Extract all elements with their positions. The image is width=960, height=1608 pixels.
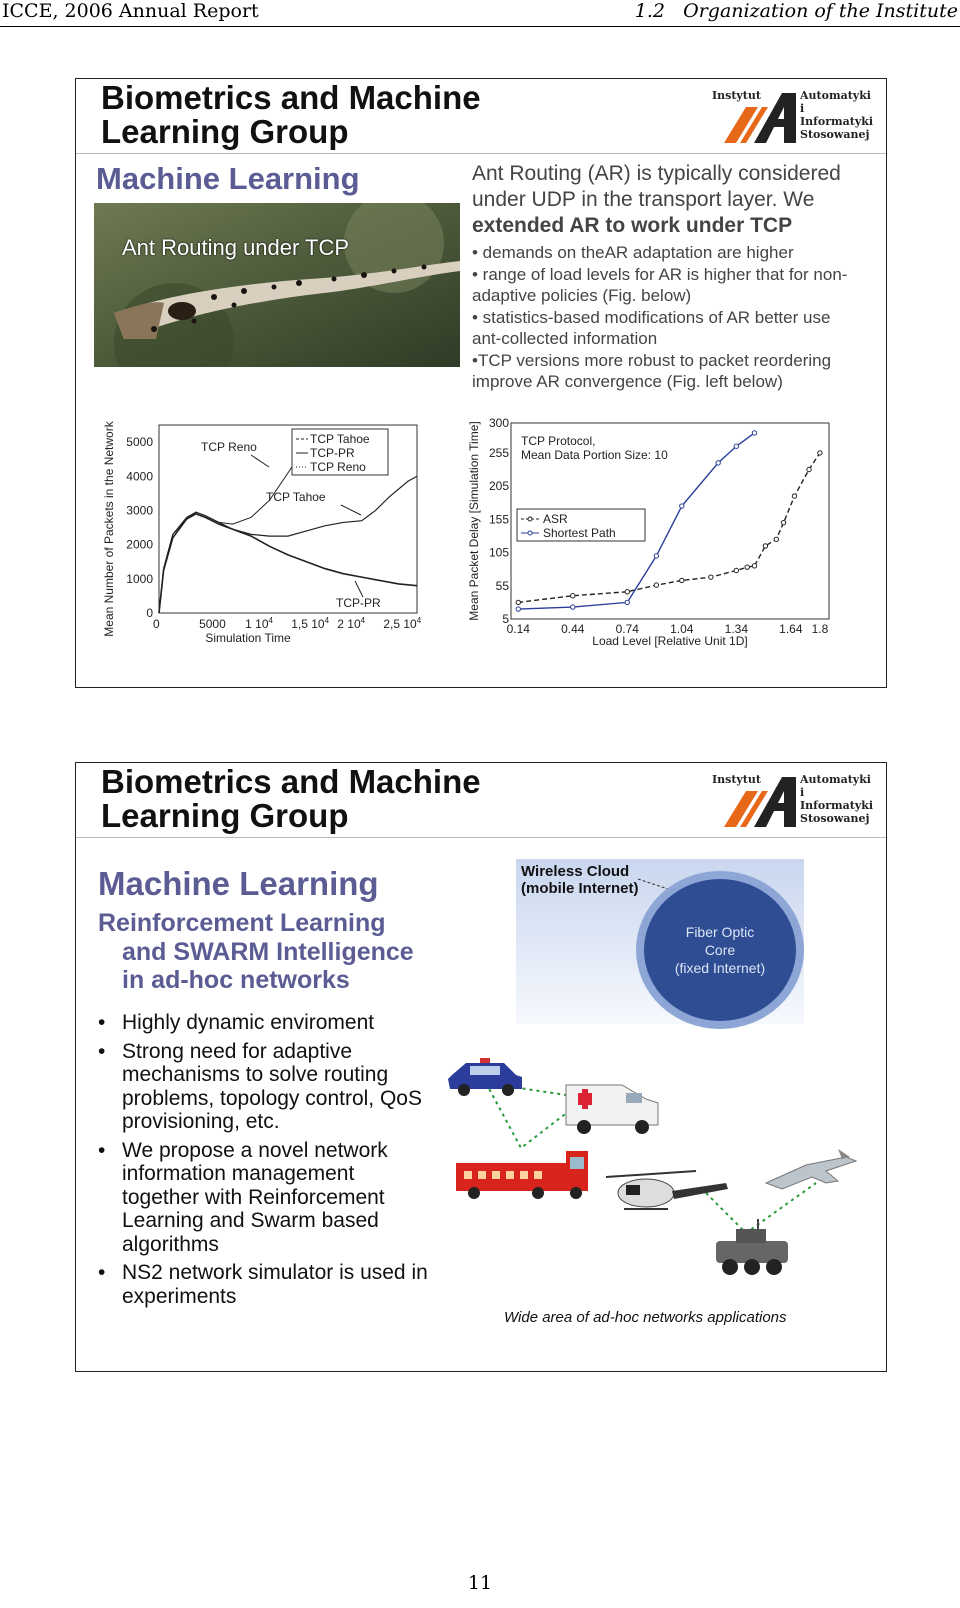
legend-entry: TCP Tahoe: [310, 432, 370, 446]
fiber-core-circle: [644, 879, 796, 1021]
bullet-line: • We propose a novel network: [122, 1138, 388, 1162]
y-tick-label: 105: [488, 545, 509, 560]
subheading-line1: Reinforcement Learning: [98, 909, 386, 937]
slide-heading: Machine Learning: [98, 865, 379, 902]
data-point: [792, 494, 796, 498]
data-point: [807, 467, 811, 471]
bullet-item: [98, 1011, 448, 1035]
photo-image: [94, 203, 460, 367]
slide-ant-routing: [75, 78, 887, 688]
intro-line1: Ant Routing (AR) is typically considered: [472, 162, 841, 185]
vehicles-illustration: [446, 1053, 866, 1303]
bullet-line: •TCP versions more robust to packet reordering: [472, 350, 832, 370]
data-point: [763, 544, 767, 548]
bullet-line: adaptive policies (Fig. below): [472, 286, 692, 305]
legend-marker: [528, 517, 532, 521]
section-name: Organization of the Institute: [683, 0, 958, 22]
bullet-line: provisioning, etc.: [122, 1110, 280, 1133]
y-axis-label: Mean Number of Packets in the Network: [102, 421, 116, 637]
title-divider: [76, 837, 886, 838]
bullet-item: [98, 1139, 448, 1257]
bullet-line: • statistics-based modifications of AR better use: [472, 307, 831, 327]
slide2-bullet-list: [98, 1011, 448, 1313]
logo-text-informatyki: i Informatyki: [800, 786, 874, 812]
data-point: [654, 583, 658, 587]
x-axis-label: Simulation Time: [205, 631, 291, 645]
bullet-line: • Highly dynamic enviroment: [122, 1011, 375, 1034]
title-divider: [76, 153, 886, 154]
data-point: [734, 568, 738, 572]
legend-marker: [528, 531, 532, 535]
intro-bold-line: extended AR to work under TCP: [472, 214, 793, 237]
data-point: [571, 594, 575, 598]
bullet-line: • Strong need for adaptive: [122, 1039, 352, 1063]
legend-entry: ASR: [543, 512, 568, 526]
police-car-icon: [448, 1058, 522, 1096]
data-point: [781, 520, 785, 524]
slide-title-line2: Learning Group: [101, 797, 349, 834]
bullet-line: ant-collected information: [472, 329, 658, 348]
slide-heading: Machine Learning: [96, 161, 360, 196]
data-point: [752, 431, 756, 435]
slide-title-line1: Biometrics and Machine: [101, 763, 481, 800]
bullet-item: [472, 350, 877, 393]
legend-entry: TCP Reno: [310, 460, 366, 474]
annotation-tcp-tahoe: TCP Tahoe: [266, 490, 326, 504]
y-tick-label: 4000: [126, 469, 153, 484]
x-tick-label: 0.44: [561, 622, 585, 636]
bullet-line: experiments: [122, 1284, 237, 1308]
bullet-line: together with Reinforcement: [122, 1185, 385, 1209]
y-tick-label: 205: [488, 479, 509, 494]
bullet-line: • range of load levels for AR is higher that for non-: [472, 264, 848, 284]
legend-entry: TCP-PR: [310, 446, 355, 460]
data-point: [680, 504, 684, 508]
subheading-line3: in ad-hoc networks: [122, 966, 350, 994]
intro-line2: under UDP in the transport layer. We: [472, 188, 815, 211]
slide-reinforcement-learning: [75, 762, 887, 1372]
cloud-label-line2: (mobile Internet): [521, 880, 639, 897]
y-tick-label: 2000: [126, 537, 153, 552]
bullet-line: • NS2 network simulator is used in: [122, 1261, 428, 1284]
bullet-item: [472, 242, 877, 264]
bullet-line: problems, topology control, QoS: [122, 1086, 422, 1110]
data-point: [625, 590, 629, 594]
x-tick-label: 1.34: [724, 622, 749, 636]
bullet-line: Learning and Swarm based: [122, 1209, 379, 1232]
y-axis-label: Mean Packet Delay [Simulation Time]: [467, 421, 481, 621]
core-label: [644, 923, 796, 977]
page-header: [0, 0, 960, 27]
logo-mark-icon: [724, 89, 800, 145]
cloud-label: [521, 863, 639, 897]
slide-title: [101, 765, 481, 833]
diagram-caption: Wide area of ad-hoc networks applications: [504, 1309, 787, 1326]
data-point: [734, 444, 738, 448]
logo-text-automatyki: Automatyki: [800, 89, 871, 102]
logo-text-stosowanej: Stosowanej: [800, 128, 870, 141]
logo-text-block: [800, 89, 878, 141]
core-label-line3: (fixed Internet): [674, 960, 766, 976]
data-point: [680, 578, 684, 582]
slide-title: [101, 81, 481, 149]
slide1-bullet-list: [472, 242, 877, 393]
x-tick-label: 2 $10^4$: [337, 616, 366, 631]
bullet-item: [98, 1261, 448, 1308]
data-point: [745, 565, 749, 569]
logo-text-block: [800, 773, 878, 825]
core-ring: [636, 871, 804, 1029]
data-point: [571, 605, 575, 609]
section-number: 1.2: [634, 0, 666, 22]
data-point: [625, 600, 629, 604]
x-tick-label: 1,5 $10^4$: [291, 616, 330, 631]
slide-title-line1: Biometrics and Machine: [101, 79, 481, 116]
bullet-item: [472, 307, 877, 350]
data-point: [709, 575, 713, 579]
wireless-cloud-diagram: [516, 859, 804, 1024]
x-tick-label: 2,5 $10^4$: [383, 616, 422, 631]
ambulance-icon: [566, 1085, 658, 1134]
bullet-line: information management: [122, 1162, 355, 1185]
x-tick-exponent: 4: [268, 616, 273, 625]
data-point: [716, 461, 720, 465]
bullet-line: improve AR convergence (Fig. left below): [472, 372, 783, 391]
y-tick-label: 255: [488, 445, 509, 460]
bullet-item: [472, 264, 877, 307]
x-tick-label: 0.74: [615, 622, 639, 636]
ant-branch-photo: [94, 203, 460, 367]
logo-text-automatyki: Automatyki: [800, 773, 871, 786]
core-label-line2: Core: [704, 942, 736, 958]
data-point: [818, 451, 822, 455]
logo-text-stosowanej: Stosowanej: [800, 812, 870, 825]
logo-text-instytut: Instytut: [712, 773, 761, 786]
x-tick-label: 1.04: [670, 622, 694, 636]
chart-subtitle: Mean Data Portion Size: 10: [521, 448, 668, 462]
slide-subheading: [98, 909, 414, 995]
packets-chart: [101, 407, 446, 672]
x-tick-label: 0.14: [506, 622, 530, 636]
x-tick-label: 0: [153, 617, 160, 631]
y-tick-label: 5000: [126, 435, 153, 450]
legend-entry: Shortest Path: [543, 526, 616, 540]
annotation-tcp-reno: TCP Reno: [201, 440, 257, 454]
annotation-tcp-pr: TCP-PR: [336, 596, 381, 610]
fighter-jet-icon: [766, 1149, 856, 1189]
data-point: [516, 607, 520, 611]
x-tick-label: 1.8: [811, 622, 829, 636]
cloud-label-line1: Wireless Cloud: [521, 863, 630, 880]
y-tick-label: 5: [502, 612, 509, 626]
data-point: [654, 554, 658, 558]
x-tick-label: 1 $10^4$: [245, 616, 273, 631]
intro-paragraph: [472, 161, 877, 239]
fire-truck-icon: [456, 1151, 588, 1199]
helicopter-icon: [606, 1171, 728, 1209]
bullet-line: mechanisms to solve routing: [122, 1063, 389, 1086]
subheading-line2: and SWARM Intelligence: [122, 937, 414, 966]
x-tick-exponent: 4: [360, 616, 366, 625]
y-tick-label: 55: [495, 578, 509, 593]
y-tick-label: 155: [488, 512, 509, 527]
institute-logo: [712, 769, 878, 829]
x-tick-label: 1.64: [779, 622, 803, 636]
bullet-item: [98, 1040, 448, 1134]
x-tick-exponent: 4: [324, 616, 330, 625]
logo-text-informatyki: i Informatyki: [800, 102, 874, 128]
y-tick-label: 3000: [126, 503, 153, 518]
bullet-line: • demands on theAR adaptation are higher: [472, 243, 794, 262]
x-tick-label: 5000: [199, 617, 226, 631]
armored-vehicle-icon: [716, 1219, 788, 1275]
page-number: 11: [467, 1572, 493, 1594]
data-point: [516, 600, 520, 604]
slide-title-line2: Learning Group: [101, 113, 349, 150]
data-point: [752, 564, 756, 568]
x-axis-label: Load Level [Relative Unit 1D]: [592, 634, 748, 648]
y-tick-label: 1000: [126, 571, 153, 586]
report-title: ICCE, 2006 Annual Report: [2, 0, 259, 22]
chart-title: TCP Protocol,: [521, 434, 596, 448]
photo-caption: Ant Routing under TCP: [122, 235, 350, 260]
core-label-line1: Fiber Optic: [685, 924, 755, 940]
logo-text-instytut: Instytut: [712, 89, 761, 102]
data-point: [774, 537, 778, 541]
x-tick-exponent: 4: [416, 616, 422, 625]
y-tick-label: 0: [146, 606, 153, 620]
logo-mark-icon: [724, 773, 800, 829]
bullet-line: algorithms: [122, 1232, 219, 1256]
delay-chart: [466, 409, 841, 674]
institute-logo: [712, 85, 878, 145]
y-tick-label: 300: [488, 416, 509, 430]
section-title: [635, 0, 958, 22]
